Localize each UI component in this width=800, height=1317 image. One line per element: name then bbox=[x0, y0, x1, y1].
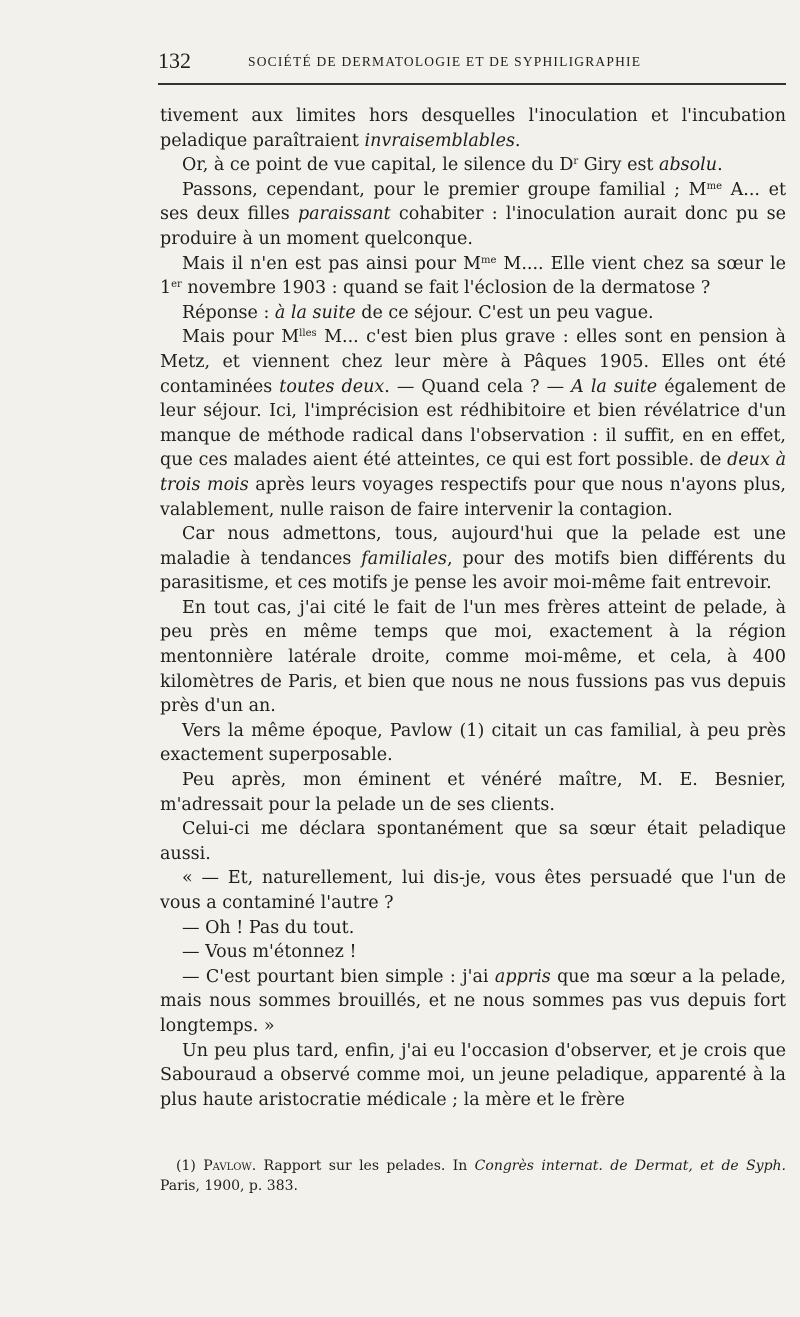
italic-text: absolu bbox=[659, 155, 718, 176]
text-run: après leurs voyages respectifs pour que nous n'ayons plus, valablement, nulle raison de faire intervenir la contagion. bbox=[160, 474, 786, 520]
italic-text: Congrès internat. de Dermat, et de Syph. bbox=[474, 1158, 787, 1174]
text-run: . bbox=[717, 155, 723, 176]
paragraph bbox=[160, 178, 786, 252]
italic-text: familiales bbox=[361, 548, 447, 569]
text-run: A... et ses deux filles bbox=[160, 179, 786, 225]
footnote bbox=[160, 1156, 786, 1196]
text-run: « — Et, naturellement, lui dis-je, vous êtes persuadé que l'un de vous a contaminé l'autre ? bbox=[160, 868, 786, 913]
text-run: , pour des motifs bien différents du parasitisme, et ces motifs je pense les avoir moi-même fait entrevoir. bbox=[160, 548, 786, 594]
body-text bbox=[160, 104, 786, 1112]
text-run: que ma sœur a la pelade, mais nous sommes brouillés, et ne nous sommes pas vus depuis fort longtemps. » bbox=[160, 966, 786, 1036]
superscript: me bbox=[481, 254, 497, 266]
small-caps-text: Pavlow bbox=[203, 1158, 252, 1174]
text-run: Vers la même époque, Pavlow (1) citait un cas familial, à peu près exactement superposable. bbox=[160, 720, 786, 766]
text-run: . — Quand cela ? — bbox=[384, 376, 572, 397]
superscript: er bbox=[171, 279, 182, 291]
text-run: — C'est pourtant bien simple : j'ai bbox=[182, 966, 495, 987]
text-run: . bbox=[514, 130, 521, 151]
text-run: tivement aux limites hors desquelles l'inoculation et l'incubation peladique paraîtraient bbox=[160, 106, 786, 151]
text-run: Paris, 1900, p. 383. bbox=[160, 1178, 298, 1194]
paragraph bbox=[160, 596, 786, 719]
paragraph bbox=[160, 522, 786, 596]
paragraph bbox=[160, 768, 786, 817]
superscript: r bbox=[573, 156, 579, 168]
text-run: — Oh ! Pas du tout. bbox=[182, 917, 355, 938]
text-run: — Vous m'étonnez ! bbox=[182, 942, 357, 963]
paragraph bbox=[160, 940, 786, 965]
paragraph bbox=[160, 866, 786, 915]
text-run: de ce séjour. C'est un peu vague. bbox=[355, 302, 654, 323]
text-run: novembre 1903 : quand se fait l'éclosion de la dermatose ? bbox=[181, 278, 711, 299]
paragraph bbox=[160, 916, 786, 941]
paragraph bbox=[160, 104, 786, 153]
text-run: M... c'est bien plus grave : elles sont en pension à Metz, et viennent chez leur mère à Pâques 1905. Elles ont été contaminées bbox=[160, 327, 786, 397]
italic-text: appris bbox=[494, 966, 551, 987]
text-run: . Rapport sur les pelades. In bbox=[251, 1158, 475, 1174]
header-rule bbox=[158, 83, 786, 85]
text-run: Réponse : bbox=[182, 302, 275, 323]
superscript: lles bbox=[299, 328, 317, 340]
paragraph bbox=[160, 325, 786, 522]
italic-text: A la suite bbox=[571, 376, 658, 397]
page-number: 132 bbox=[158, 48, 191, 73]
paragraph bbox=[160, 1039, 786, 1113]
text-run: Un peu plus tard, enfin, j'ai eu l'occasion d'observer, et je crois que Sabouraud a observé comme moi, un jeune peladique, apparenté à la plus haute aristocratie médicale ; la mère et le frère bbox=[160, 1040, 786, 1110]
paragraph bbox=[160, 817, 786, 866]
text-run: (1) bbox=[176, 1158, 204, 1174]
italic-text: paraissant bbox=[297, 204, 391, 225]
italic-text: toutes deux bbox=[279, 376, 385, 397]
italic-text: invraisemblables bbox=[364, 130, 515, 151]
italic-text: à la suite bbox=[274, 302, 356, 323]
text-run: Peu après, mon éminent et vénéré maître, M. E. Besnier, m'adressait pour la pelade un de ses clients. bbox=[160, 770, 786, 815]
text-run: Or, à ce point de vue capital, le silence du D bbox=[182, 155, 574, 176]
text-run: En tout cas, j'ai cité le fait de l'un mes frères atteint de pelade, à peu près en même temps que moi, exactement à la région mentonnière latérale droite, comme moi-même, et cela, à 400 kilomètres de Paris, et bien que nous ne nous fussions pas vus depuis près d'un an. bbox=[160, 597, 786, 717]
footnote-text bbox=[160, 1156, 786, 1196]
text-run: Mais pour M bbox=[182, 327, 300, 348]
text-run: Mais il n'en est pas ainsi pour M bbox=[182, 253, 481, 274]
page-header bbox=[158, 46, 788, 76]
paragraph bbox=[160, 719, 786, 768]
paragraph bbox=[160, 153, 786, 178]
text-run: M.... Elle vient chez sa sœur le 1 bbox=[160, 253, 786, 299]
text-run: Giry est bbox=[578, 155, 660, 176]
italic-text: deux à trois mois bbox=[160, 450, 786, 495]
paragraph bbox=[160, 301, 786, 326]
superscript: me bbox=[706, 180, 722, 192]
text-run: Passons, cependant, pour le premier groupe familial ; M bbox=[182, 179, 707, 200]
text-run: également de leur séjour. Ici, l'imprécision est rédhibitoire et bien révélatrice d'un manque de méthode radical dans l'observation : il suffit, en en effet, que ces malades aient été atteintes, ce qui est fort possible. de bbox=[160, 376, 786, 471]
running-head: SOCIÉTÉ DE DERMATOLOGIE ET DE SYPHILIGRAPHIE bbox=[248, 54, 642, 69]
text-run: cohabiter : l'inoculation aurait donc pu se produire à un moment quelconque. bbox=[160, 204, 786, 249]
text-run: Car nous admettons, tous, aujourd'hui que la pelade est une maladie à tendances bbox=[160, 524, 786, 569]
text-run: Celui-ci me déclara spontanément que sa sœur était peladique aussi. bbox=[160, 819, 786, 864]
paragraph bbox=[160, 965, 786, 1039]
paragraph bbox=[160, 252, 786, 301]
